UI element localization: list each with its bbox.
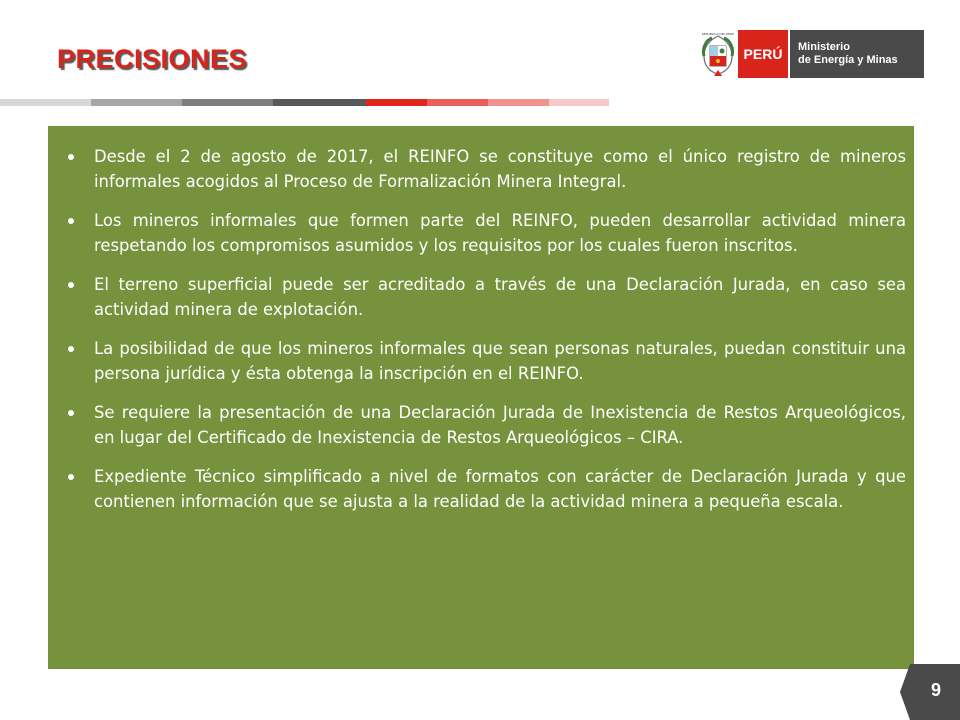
bullet-icon [68, 346, 74, 352]
ministry-logo [698, 30, 924, 78]
ministry-line-1: Ministerio [798, 41, 850, 53]
bullet-text: El terreno superficial puede ser acreditado a través de una Declaración Jurada, en caso sea actividad minera de explotación. [94, 275, 906, 319]
crest-text: REPÚBLICA DEL PERÚ [701, 32, 735, 36]
bar-segment [366, 99, 427, 106]
ministry-name [788, 30, 924, 78]
list-item [68, 464, 906, 514]
list-item [68, 208, 906, 258]
bar-segment [549, 99, 609, 106]
bullet-icon [68, 154, 74, 160]
list-item [68, 336, 906, 386]
bullet-icon [68, 474, 74, 480]
title-underline-bar [0, 99, 609, 106]
ministry-line-2: de Energía y Minas [798, 54, 898, 66]
bar-segment [273, 99, 366, 106]
list-item [68, 144, 906, 194]
list-item [68, 272, 906, 322]
bullet-list [68, 144, 906, 514]
bar-segment [0, 99, 91, 106]
peru-label: PERÚ [738, 30, 788, 78]
list-item [68, 400, 906, 450]
page-number: 9 [930, 680, 941, 700]
coat-of-arms-icon [698, 30, 738, 78]
bar-segment [427, 99, 488, 106]
page-title: PRECISIONES [57, 44, 248, 74]
bar-segment [91, 99, 182, 106]
bullet-icon [68, 410, 74, 416]
bullet-text: Los mineros informales que formen parte del REINFO, pueden desarrollar actividad minera respetando los compromisos asumidos y los requisitos por los cuales fueron inscritos. [94, 211, 906, 255]
bullet-icon [68, 218, 74, 224]
bullet-text: Se requiere la presentación de una Declaración Jurada de Inexistencia de Restos Arqueológicos, en lugar del Certificado de Inexistencia de Restos Arqueológicos – CIRA. [94, 403, 906, 447]
page-number-badge [900, 664, 960, 720]
bar-segment [182, 99, 273, 106]
bullet-text: Expediente Técnico simplificado a nivel de formatos con carácter de Declaración Jurada y que contienen información que se ajusta a la realidad de la actividad minera a pequeña escala. [94, 467, 906, 511]
bullet-icon [68, 282, 74, 288]
bar-segment [488, 99, 549, 106]
bullet-text: Desde el 2 de agosto de 2017, el REINFO se constituye como el único registro de mineros informales acogidos al Proceso de Formalización Minera Integral. [94, 147, 906, 191]
content-panel [48, 126, 914, 669]
bullet-text: La posibilidad de que los mineros informales que sean personas naturales, puedan constituir una persona jurídica y ésta obtenga la inscripción en el REINFO. [94, 339, 906, 383]
